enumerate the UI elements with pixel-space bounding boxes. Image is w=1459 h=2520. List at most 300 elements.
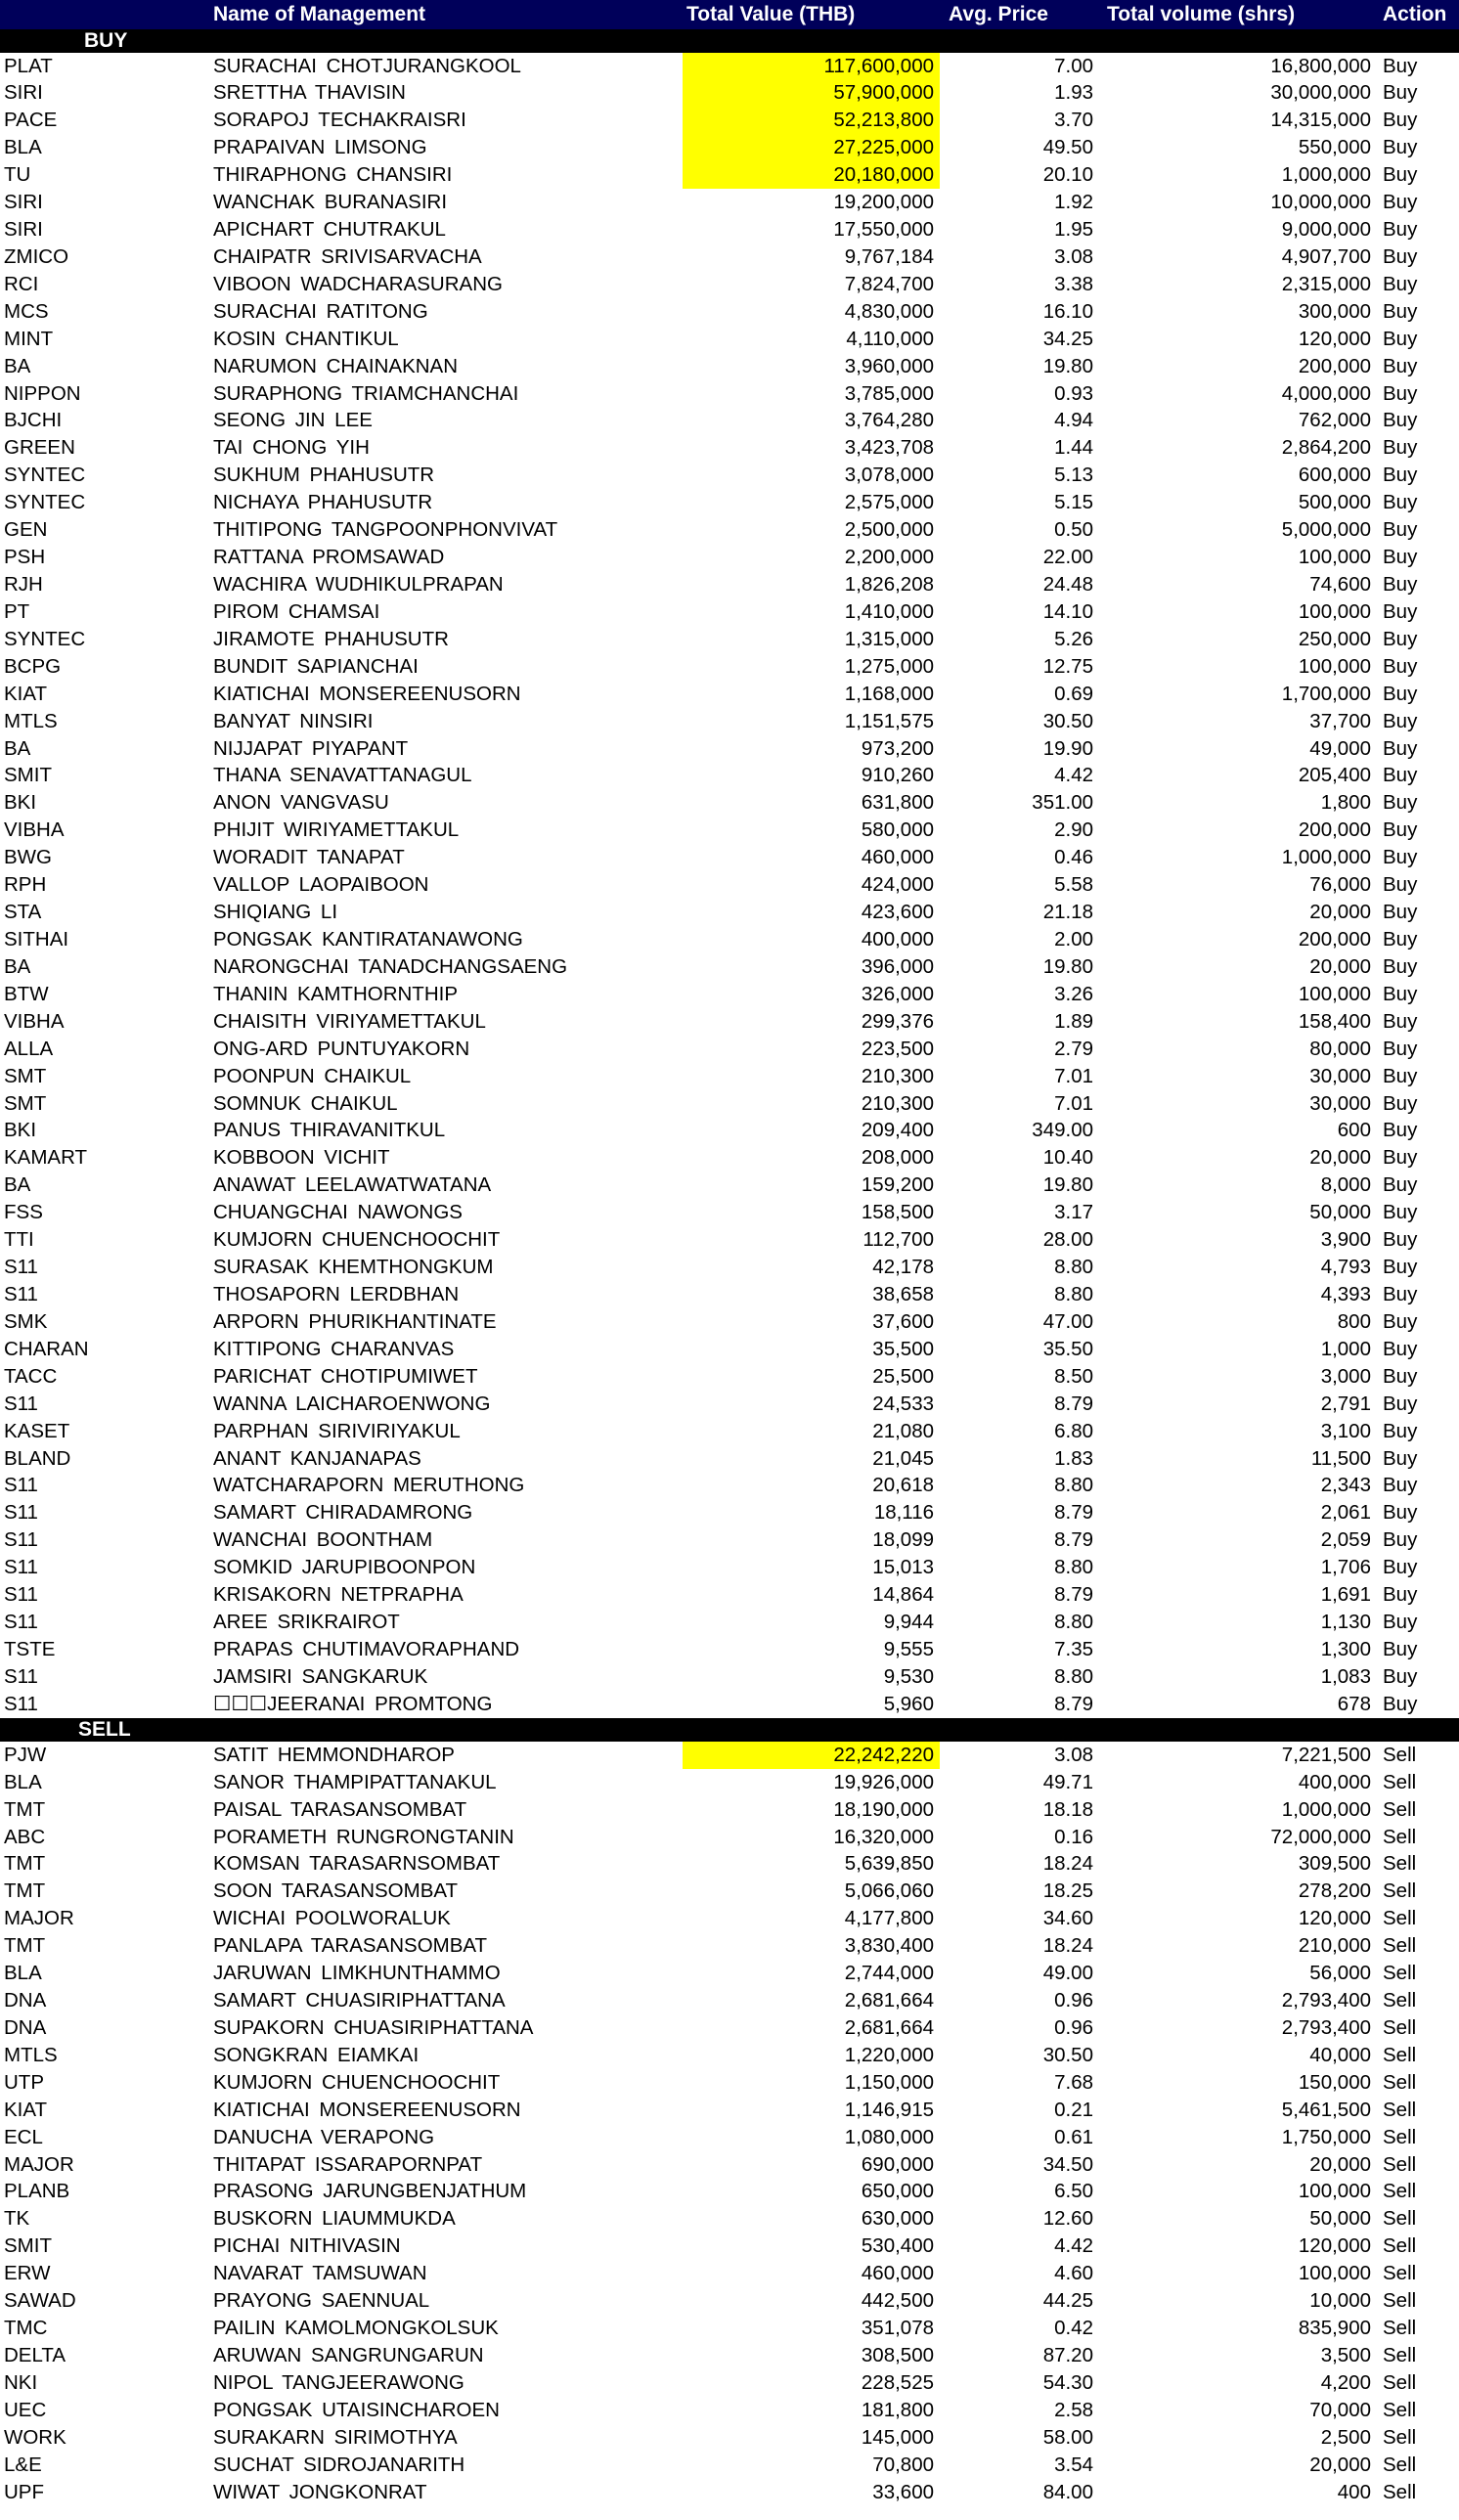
- total-value-cell: 2,681,664: [844, 2015, 934, 2039]
- total-value-cell: 580,000: [861, 818, 934, 842]
- action-cell: Buy: [1383, 464, 1418, 487]
- name-cell: THITAPAT ISSARAPORNPAT: [213, 2152, 483, 2176]
- action-cell: Buy: [1383, 1556, 1418, 1579]
- table-row: [0, 2178, 1459, 2205]
- symbol-cell: KAMART: [4, 1146, 88, 1170]
- symbol-cell: MCS: [4, 299, 49, 323]
- total-value-cell: 2,200,000: [844, 546, 934, 569]
- table-row: [0, 1905, 1459, 1932]
- name-cell: NIPOL TANGJEERAWONG: [213, 2370, 464, 2394]
- table-row: [0, 1499, 1459, 1526]
- total-volume-cell: 2,791: [1320, 1392, 1371, 1415]
- symbol-cell: MTLS: [4, 2043, 58, 2066]
- avg-price-cell: 4.94: [1054, 409, 1093, 432]
- table-row: [0, 2342, 1459, 2369]
- total-value-cell: 70,800: [872, 2453, 934, 2476]
- total-volume-cell: 1,750,000: [1281, 2125, 1371, 2148]
- table-row: [0, 1391, 1459, 1418]
- symbol-cell: TACC: [4, 1364, 58, 1388]
- total-volume-cell: 10,000,000: [1270, 191, 1371, 214]
- total-value-cell: 910,260: [861, 764, 934, 787]
- action-cell: Sell: [1383, 2425, 1417, 2449]
- symbol-cell: TMC: [4, 2317, 48, 2340]
- symbol-cell: SYNTEC: [4, 491, 86, 514]
- table-row: [0, 1609, 1459, 1636]
- total-volume-cell: 2,315,000: [1281, 272, 1371, 295]
- avg-price-cell: 8.80: [1054, 1282, 1093, 1305]
- action-cell: Buy: [1383, 491, 1418, 514]
- section-header-sell: [0, 1718, 1459, 1742]
- table-row: [0, 107, 1459, 134]
- avg-price-cell: 20.10: [1042, 163, 1093, 187]
- name-cell: SATIT HEMMONDHAROP: [213, 1743, 455, 1766]
- name-cell: PRAPAS CHUTIMAVORAPHAND: [213, 1637, 520, 1660]
- total-volume-cell: 49,000: [1309, 736, 1371, 760]
- symbol-cell: S11: [4, 1282, 38, 1305]
- total-value-cell: 33,600: [872, 2480, 934, 2503]
- name-cell: SORAPOJ TECHAKRAISRI: [213, 109, 466, 132]
- table-row: [0, 2014, 1459, 2042]
- name-cell: PHIJIT WIRIYAMETTAKUL: [213, 818, 460, 842]
- name-cell: CHUANGCHAI NAWONGS: [213, 1201, 463, 1224]
- total-value-cell: 690,000: [861, 2152, 934, 2176]
- action-cell: Sell: [1383, 2015, 1417, 2039]
- header-name: Name of Management: [213, 3, 426, 25]
- symbol-cell: SMK: [4, 1309, 48, 1333]
- total-value-cell: 2,500,000: [844, 518, 934, 542]
- total-volume-cell: 1,000: [1320, 1337, 1371, 1360]
- section-label: BUY: [84, 28, 128, 52]
- avg-price-cell: 18.25: [1042, 1879, 1093, 1903]
- action-cell: Sell: [1383, 1907, 1417, 1930]
- total-value-cell: 1,315,000: [844, 627, 934, 650]
- name-cell: SURAKARN SIRIMOTHYA: [213, 2425, 458, 2449]
- table-row: [0, 1472, 1459, 1499]
- avg-price-cell: 34.50: [1042, 2152, 1093, 2176]
- total-value-cell: 21,080: [872, 1419, 934, 1442]
- table-row: [0, 2233, 1459, 2260]
- name-cell: KOMSAN TARASARNSOMBAT: [213, 1852, 501, 1876]
- action-cell: Buy: [1383, 54, 1418, 77]
- symbol-cell: TTI: [4, 1228, 34, 1252]
- avg-price-cell: 7.35: [1054, 1637, 1093, 1660]
- table-row: [0, 161, 1459, 189]
- total-value-cell: 530,400: [861, 2234, 934, 2258]
- total-value-cell: 1,275,000: [844, 654, 934, 678]
- total-value-cell: 299,376: [861, 1009, 934, 1033]
- action-cell: Buy: [1383, 736, 1418, 760]
- symbol-cell: GREEN: [4, 436, 75, 460]
- total-value-cell: 57,900,000: [683, 79, 940, 107]
- symbol-cell: PLAT: [4, 54, 53, 77]
- symbol-cell: S11: [4, 1501, 38, 1525]
- table-row: [0, 79, 1459, 107]
- action-cell: Sell: [1383, 1879, 1417, 1903]
- total-volume-cell: 1,706: [1320, 1556, 1371, 1579]
- action-cell: Buy: [1383, 1692, 1418, 1715]
- total-volume-cell: 120,000: [1298, 327, 1371, 350]
- symbol-cell: ALLA: [4, 1037, 54, 1060]
- total-value-cell: 631,800: [861, 791, 934, 815]
- symbol-cell: BLA: [4, 1962, 42, 1985]
- table-row: [0, 1554, 1459, 1581]
- symbol-cell: BCPG: [4, 654, 62, 678]
- avg-price-cell: 3.70: [1054, 109, 1093, 132]
- action-cell: Buy: [1383, 191, 1418, 214]
- name-cell: PORAMETH RUNGRONGTANIN: [213, 1825, 514, 1848]
- symbol-cell: UTP: [4, 2070, 44, 2094]
- total-volume-cell: 205,400: [1298, 764, 1371, 787]
- column-header-row: [0, 0, 1459, 29]
- table-row: [0, 2124, 1459, 2151]
- total-value-cell: 19,200,000: [833, 191, 934, 214]
- total-volume-cell: 1,000,000: [1281, 846, 1371, 869]
- action-cell: Buy: [1383, 299, 1418, 323]
- total-value-cell: 7,824,700: [844, 272, 934, 295]
- symbol-cell: BLAND: [4, 1446, 71, 1470]
- action-cell: Buy: [1383, 1446, 1418, 1470]
- name-cell: SUPAKORN CHUASIRIPHATTANA: [213, 2015, 534, 2039]
- total-value-cell: 2,681,664: [844, 1989, 934, 2012]
- total-value-cell: 9,555: [883, 1637, 934, 1660]
- avg-price-cell: 8.79: [1054, 1583, 1093, 1607]
- symbol-cell: UPF: [4, 2480, 44, 2503]
- symbol-cell: SMIT: [4, 2234, 52, 2258]
- symbol-cell: TMT: [4, 1852, 46, 1876]
- avg-price-cell: 5.15: [1054, 491, 1093, 514]
- total-volume-cell: 50,000: [1309, 1201, 1371, 1224]
- symbol-cell: TMT: [4, 1934, 46, 1958]
- total-volume-cell: 30,000,000: [1270, 81, 1371, 105]
- name-cell: THITIPONG TANGPOONPHONVIVAT: [213, 518, 558, 542]
- symbol-cell: WORK: [4, 2425, 66, 2449]
- total-volume-cell: 200,000: [1298, 354, 1371, 377]
- name-cell: PANUS THIRAVANITKUL: [213, 1119, 446, 1142]
- total-volume-cell: 80,000: [1309, 1037, 1371, 1060]
- action-cell: Sell: [1383, 1825, 1417, 1848]
- symbol-cell: RJH: [4, 573, 43, 597]
- name-cell: SUCHAT SIDROJANARITH: [213, 2453, 465, 2476]
- name-cell: AREE SRIKRAIROT: [213, 1611, 400, 1634]
- total-value-cell: 9,944: [883, 1611, 934, 1634]
- total-volume-cell: 100,000: [1298, 546, 1371, 569]
- table-row: [0, 380, 1459, 408]
- total-value-cell: 18,116: [873, 1501, 934, 1525]
- table-row: [0, 571, 1459, 598]
- header-action: Action: [1383, 3, 1447, 25]
- avg-price-cell: 18.24: [1042, 1852, 1093, 1876]
- avg-price-cell: 8.79: [1054, 1692, 1093, 1715]
- total-value-cell: 25,500: [872, 1364, 934, 1388]
- total-volume-cell: 100,000: [1298, 982, 1371, 1005]
- name-cell: WICHAI POOLWORALUK: [213, 1907, 451, 1930]
- symbol-cell: TMT: [4, 1879, 46, 1903]
- total-value-cell: 1,410,000: [844, 599, 934, 623]
- avg-price-cell: 0.96: [1054, 2015, 1093, 2039]
- name-cell: SOON TARASANSOMBAT: [213, 1879, 459, 1903]
- action-cell: Buy: [1383, 1146, 1418, 1170]
- avg-price-cell: 349.00: [1032, 1119, 1093, 1142]
- symbol-cell: RPH: [4, 873, 47, 897]
- name-cell: ANAWAT LEELAWATWATANA: [213, 1173, 492, 1197]
- table-row: [0, 2424, 1459, 2452]
- total-volume-cell: 76,000: [1309, 873, 1371, 897]
- name-cell: KIATICHAI MONSEREENUSORN: [213, 2098, 521, 2121]
- total-volume-cell: 3,100: [1320, 1419, 1371, 1442]
- action-cell: Buy: [1383, 1119, 1418, 1142]
- header-avg-price: Avg. Price: [949, 3, 1048, 25]
- total-volume-cell: 37,700: [1309, 709, 1371, 732]
- total-volume-cell: 800: [1337, 1309, 1371, 1333]
- table-row: [0, 844, 1459, 871]
- symbol-cell: RCI: [4, 272, 39, 295]
- symbol-cell: S11: [4, 1664, 38, 1688]
- total-value-cell: 2,575,000: [844, 491, 934, 514]
- total-value-cell: 158,500: [861, 1201, 934, 1224]
- symbol-cell: S11: [4, 1256, 38, 1279]
- name-cell: APICHART CHUTRAKUL: [213, 218, 446, 242]
- action-cell: Buy: [1383, 954, 1418, 978]
- total-volume-cell: 1,083: [1320, 1664, 1371, 1688]
- avg-price-cell: 7.01: [1054, 1064, 1093, 1087]
- symbol-cell: BLA: [4, 136, 42, 159]
- table-row: [0, 298, 1459, 326]
- total-volume-cell: 600: [1337, 1119, 1371, 1142]
- table-row: [0, 271, 1459, 298]
- action-cell: Sell: [1383, 2317, 1417, 2340]
- symbol-cell: TMT: [4, 1797, 46, 1821]
- total-volume-cell: 550,000: [1298, 136, 1371, 159]
- action-cell: Buy: [1383, 599, 1418, 623]
- name-cell: WATCHARAPORN MERUTHONG: [213, 1474, 525, 1497]
- total-volume-cell: 20,000: [1309, 2152, 1371, 2176]
- table-row: [0, 216, 1459, 243]
- name-cell: ANON VANGVASU: [213, 791, 389, 815]
- symbol-cell: DNA: [4, 1989, 47, 2012]
- name-cell: SOMNUK CHAIKUL: [213, 1091, 398, 1115]
- total-value-cell: 42,178: [872, 1256, 934, 1279]
- total-value-cell: 9,530: [883, 1664, 934, 1688]
- symbol-cell: S11: [4, 1474, 38, 1497]
- total-volume-cell: 16,800,000: [1270, 54, 1371, 77]
- name-cell: NAVARAT TAMSUWAN: [213, 2262, 427, 2285]
- total-value-cell: 24,533: [872, 1392, 934, 1415]
- symbol-cell: FSS: [4, 1201, 43, 1224]
- table-row: [0, 981, 1459, 1008]
- total-volume-cell: 2,500: [1320, 2425, 1371, 2449]
- total-value-cell: 52,213,800: [683, 107, 940, 134]
- name-cell: WIWAT JONGKONRAT: [213, 2480, 427, 2503]
- total-value-cell: 9,767,184: [844, 244, 934, 268]
- action-cell: Sell: [1383, 1989, 1417, 2012]
- avg-price-cell: 4.42: [1054, 764, 1093, 787]
- action-cell: Sell: [1383, 2398, 1417, 2421]
- avg-price-cell: 2.58: [1054, 2398, 1093, 2421]
- action-cell: Buy: [1383, 1664, 1418, 1688]
- avg-price-cell: 0.61: [1054, 2125, 1093, 2148]
- symbol-cell: S11: [4, 1692, 38, 1715]
- total-value-cell: 3,078,000: [844, 464, 934, 487]
- avg-price-cell: 7.68: [1054, 2070, 1093, 2094]
- total-volume-cell: 1,800: [1320, 791, 1371, 815]
- action-cell: Sell: [1383, 2234, 1417, 2258]
- action-cell: Buy: [1383, 928, 1418, 951]
- action-cell: Buy: [1383, 846, 1418, 869]
- symbol-cell: GEN: [4, 518, 48, 542]
- symbol-cell: SYNTEC: [4, 464, 86, 487]
- total-value-cell: 308,500: [861, 2344, 934, 2367]
- total-value-cell: 4,177,800: [844, 1907, 934, 1930]
- table-row: [0, 1008, 1459, 1036]
- action-cell: Buy: [1383, 1419, 1418, 1442]
- symbol-cell: NIPPON: [4, 381, 81, 405]
- action-cell: Sell: [1383, 2344, 1417, 2367]
- avg-price-cell: 2.00: [1054, 928, 1093, 951]
- total-volume-cell: 3,900: [1320, 1228, 1371, 1252]
- name-cell: PICHAI NITHIVASIN: [213, 2234, 401, 2258]
- table-row: [0, 1824, 1459, 1851]
- symbol-cell: BJCHI: [4, 409, 63, 432]
- total-value-cell: 2,744,000: [844, 1962, 934, 1985]
- name-cell: SURACHAI RATITONG: [213, 299, 428, 323]
- total-volume-cell: 20,000: [1309, 1146, 1371, 1170]
- total-volume-cell: 120,000: [1298, 2234, 1371, 2258]
- table-row: [0, 2287, 1459, 2315]
- action-cell: Buy: [1383, 1256, 1418, 1279]
- avg-price-cell: 5.13: [1054, 464, 1093, 487]
- table-row: [0, 1742, 1459, 1769]
- table-row: [0, 2097, 1459, 2124]
- avg-price-cell: 22.00: [1042, 546, 1093, 569]
- table-row: [0, 1850, 1459, 1878]
- total-volume-cell: 2,061: [1320, 1501, 1371, 1525]
- symbol-cell: SMT: [4, 1064, 47, 1087]
- avg-price-cell: 19.80: [1042, 354, 1093, 377]
- table-row: [0, 2205, 1459, 2233]
- total-volume-cell: 100,000: [1298, 599, 1371, 623]
- symbol-cell: MAJOR: [4, 2152, 74, 2176]
- table-row: [0, 681, 1459, 708]
- total-volume-cell: 7,221,500: [1281, 1743, 1371, 1766]
- action-cell: Buy: [1383, 1282, 1418, 1305]
- symbol-cell: PACE: [4, 109, 58, 132]
- total-value-cell: 17,550,000: [833, 218, 934, 242]
- symbol-cell: KIAT: [4, 2098, 48, 2121]
- avg-price-cell: 1.92: [1054, 191, 1093, 214]
- symbol-cell: MINT: [4, 327, 54, 350]
- avg-price-cell: 8.79: [1054, 1501, 1093, 1525]
- action-cell: Sell: [1383, 2180, 1417, 2203]
- total-volume-cell: 2,793,400: [1281, 1989, 1371, 2012]
- total-value-cell: 159,200: [861, 1173, 934, 1197]
- total-volume-cell: 1,130: [1320, 1611, 1371, 1634]
- action-cell: Buy: [1383, 272, 1418, 295]
- symbol-cell: BA: [4, 954, 31, 978]
- action-cell: Buy: [1383, 982, 1418, 1005]
- total-volume-cell: 70,000: [1309, 2398, 1371, 2421]
- total-volume-cell: 120,000: [1298, 1907, 1371, 1930]
- total-volume-cell: 200,000: [1298, 928, 1371, 951]
- name-cell: NIJJAPAT PIYAPANT: [213, 736, 409, 760]
- total-volume-cell: 100,000: [1298, 2180, 1371, 2203]
- symbol-cell: SYNTEC: [4, 627, 86, 650]
- action-cell: Buy: [1383, 1501, 1418, 1525]
- action-cell: Buy: [1383, 1009, 1418, 1033]
- name-cell: PARICHAT CHOTIPUMIWET: [213, 1364, 478, 1388]
- avg-price-cell: 8.80: [1054, 1664, 1093, 1688]
- table-row: [0, 735, 1459, 763]
- symbol-cell: PJW: [4, 1743, 47, 1766]
- name-cell: POONPUN CHAIKUL: [213, 1064, 412, 1087]
- total-volume-cell: 8,000: [1320, 1173, 1371, 1197]
- name-cell: SURACHAI CHOTJURANGKOOL: [213, 54, 521, 77]
- action-cell: Buy: [1383, 1037, 1418, 1060]
- name-cell: SUKHUM PHAHUSUTR: [213, 464, 435, 487]
- symbol-cell: CHARAN: [4, 1337, 89, 1360]
- total-volume-cell: 30,000: [1309, 1091, 1371, 1115]
- action-cell: Buy: [1383, 409, 1418, 432]
- table-row: [0, 1878, 1459, 1905]
- symbol-cell: S11: [4, 1611, 38, 1634]
- total-value-cell: 19,926,000: [833, 1770, 934, 1793]
- avg-price-cell: 54.30: [1042, 2370, 1093, 2394]
- action-cell: Buy: [1383, 109, 1418, 132]
- action-cell: Buy: [1383, 764, 1418, 787]
- table-row: [0, 953, 1459, 981]
- total-volume-cell: 4,393: [1320, 1282, 1371, 1305]
- total-volume-cell: 762,000: [1298, 409, 1371, 432]
- name-cell: PONGSAK UTAISINCHAROEN: [213, 2398, 500, 2421]
- symbol-cell: VIBHA: [4, 1009, 65, 1033]
- table-row: [0, 1526, 1459, 1554]
- avg-price-cell: 0.96: [1054, 1989, 1093, 2012]
- action-cell: Buy: [1383, 573, 1418, 597]
- table-row: [0, 1987, 1459, 2014]
- symbol-cell: BKI: [4, 791, 37, 815]
- table-row: [0, 1144, 1459, 1172]
- name-cell: WANNA LAICHAROENWONG: [213, 1392, 491, 1415]
- symbol-cell: S11: [4, 1528, 38, 1552]
- action-cell: Buy: [1383, 546, 1418, 569]
- avg-price-cell: 6.50: [1054, 2180, 1093, 2203]
- action-cell: Buy: [1383, 1091, 1418, 1115]
- total-value-cell: 181,800: [861, 2398, 934, 2421]
- table-row: [0, 2315, 1459, 2342]
- avg-price-cell: 4.60: [1054, 2262, 1093, 2285]
- avg-price-cell: 47.00: [1042, 1309, 1093, 1333]
- avg-price-cell: 4.42: [1054, 2234, 1093, 2258]
- symbol-cell: BA: [4, 1173, 31, 1197]
- name-cell: PRAPAIVAN LIMSONG: [213, 136, 427, 159]
- table-row: [0, 2479, 1459, 2506]
- table-row: [0, 462, 1459, 489]
- total-volume-cell: 210,000: [1298, 1934, 1371, 1958]
- table-row: [0, 1254, 1459, 1281]
- name-cell: WANCHAK BURANASIRI: [213, 191, 448, 214]
- action-cell: Buy: [1383, 1337, 1418, 1360]
- header-total-volume: Total volume (shrs): [1107, 3, 1296, 25]
- total-volume-cell: 1,300: [1320, 1637, 1371, 1660]
- total-volume-cell: 278,200: [1298, 1879, 1371, 1903]
- action-cell: Buy: [1383, 136, 1418, 159]
- total-value-cell: 21,045: [872, 1446, 934, 1470]
- total-volume-cell: 20,000: [1309, 954, 1371, 978]
- table-row: [0, 1063, 1459, 1090]
- action-cell: Buy: [1383, 354, 1418, 377]
- symbol-cell: L&E: [4, 2453, 42, 2476]
- total-value-cell: 400,000: [861, 928, 934, 951]
- name-cell: WANCHAI BOONTHAM: [213, 1528, 433, 1552]
